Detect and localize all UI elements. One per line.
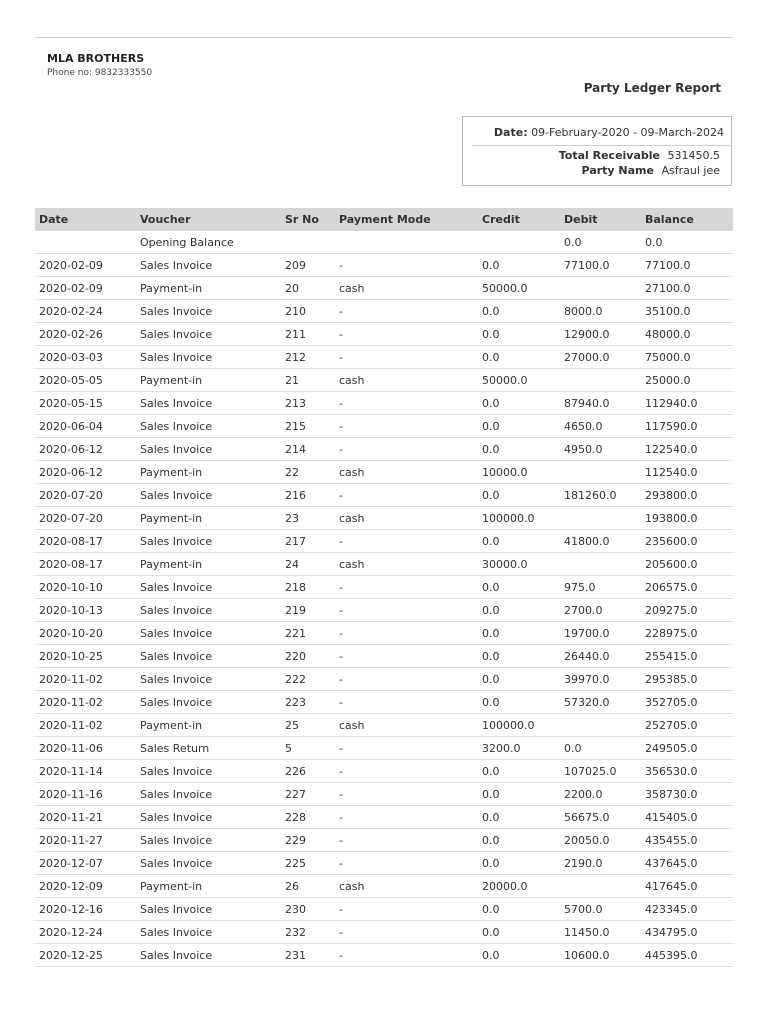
cell-date: 2020-12-07 bbox=[35, 852, 136, 875]
table-row bbox=[35, 553, 733, 576]
cell-sr-no: 216 bbox=[281, 484, 335, 507]
cell-credit: 0.0 bbox=[478, 346, 560, 369]
cell-balance: 75000.0 bbox=[641, 346, 733, 369]
cell-balance: 445395.0 bbox=[641, 944, 733, 967]
cell-date bbox=[35, 231, 136, 254]
table-row bbox=[35, 484, 733, 507]
cell-voucher: Sales Invoice bbox=[136, 622, 281, 645]
cell-credit: 0.0 bbox=[478, 760, 560, 783]
cell-debit bbox=[560, 461, 641, 484]
cell-payment-mode: - bbox=[335, 783, 478, 806]
cell-credit: 0.0 bbox=[478, 576, 560, 599]
cell-credit: 0.0 bbox=[478, 829, 560, 852]
cell-balance: 352705.0 bbox=[641, 691, 733, 714]
cell-credit: 0.0 bbox=[478, 415, 560, 438]
cell-date: 2020-02-09 bbox=[35, 277, 136, 300]
cell-credit: 100000.0 bbox=[478, 507, 560, 530]
cell-payment-mode: - bbox=[335, 599, 478, 622]
cell-balance: 48000.0 bbox=[641, 323, 733, 346]
total-receivable-line bbox=[559, 149, 720, 162]
cell-debit: 975.0 bbox=[560, 576, 641, 599]
cell-voucher: Payment-in bbox=[136, 714, 281, 737]
cell-credit: 0.0 bbox=[478, 438, 560, 461]
cell-sr-no: 209 bbox=[281, 254, 335, 277]
cell-debit: 181260.0 bbox=[560, 484, 641, 507]
cell-debit: 20050.0 bbox=[560, 829, 641, 852]
cell-debit bbox=[560, 875, 641, 898]
cell-credit: 0.0 bbox=[478, 944, 560, 967]
cell-sr-no: 227 bbox=[281, 783, 335, 806]
cell-sr-no: 25 bbox=[281, 714, 335, 737]
cell-payment-mode bbox=[335, 231, 478, 254]
cell-voucher: Sales Invoice bbox=[136, 530, 281, 553]
table-row bbox=[35, 369, 733, 392]
company-phone: Phone no: 9832333550 bbox=[47, 68, 153, 78]
cell-date: 2020-11-21 bbox=[35, 806, 136, 829]
cell-payment-mode: - bbox=[335, 576, 478, 599]
cell-payment-mode: cash bbox=[335, 507, 478, 530]
cell-date: 2020-11-02 bbox=[35, 691, 136, 714]
cell-payment-mode: - bbox=[335, 415, 478, 438]
cell-sr-no: 213 bbox=[281, 392, 335, 415]
cell-date: 2020-08-17 bbox=[35, 530, 136, 553]
party-name-line bbox=[582, 164, 720, 177]
header-col-voucher: Voucher bbox=[136, 208, 281, 231]
report-info-box bbox=[462, 116, 732, 186]
table-row bbox=[35, 323, 733, 346]
cell-debit: 0.0 bbox=[560, 231, 641, 254]
cell-sr-no: 212 bbox=[281, 346, 335, 369]
cell-sr-no: 211 bbox=[281, 323, 335, 346]
cell-debit bbox=[560, 277, 641, 300]
cell-voucher: Payment-in bbox=[136, 277, 281, 300]
cell-date: 2020-10-25 bbox=[35, 645, 136, 668]
header-col-date: Date bbox=[35, 208, 136, 231]
cell-date: 2020-11-16 bbox=[35, 783, 136, 806]
cell-date: 2020-03-03 bbox=[35, 346, 136, 369]
header-col-balance: Balance bbox=[641, 208, 733, 231]
table-row bbox=[35, 806, 733, 829]
table-row bbox=[35, 691, 733, 714]
cell-debit: 87940.0 bbox=[560, 392, 641, 415]
cell-voucher: Sales Invoice bbox=[136, 599, 281, 622]
cell-sr-no: 222 bbox=[281, 668, 335, 691]
cell-debit: 8000.0 bbox=[560, 300, 641, 323]
table-row bbox=[35, 944, 733, 967]
cell-credit: 0.0 bbox=[478, 806, 560, 829]
table-row bbox=[35, 645, 733, 668]
cell-balance: 27100.0 bbox=[641, 277, 733, 300]
cell-date: 2020-11-14 bbox=[35, 760, 136, 783]
cell-debit: 56675.0 bbox=[560, 806, 641, 829]
cell-sr-no: 228 bbox=[281, 806, 335, 829]
cell-debit: 2700.0 bbox=[560, 599, 641, 622]
cell-debit: 2190.0 bbox=[560, 852, 641, 875]
cell-sr-no: 210 bbox=[281, 300, 335, 323]
cell-voucher: Payment-in bbox=[136, 875, 281, 898]
table-row bbox=[35, 783, 733, 806]
cell-balance: 35100.0 bbox=[641, 300, 733, 323]
table-row bbox=[35, 530, 733, 553]
cell-balance: 205600.0 bbox=[641, 553, 733, 576]
table-row bbox=[35, 622, 733, 645]
report-title: Party Ledger Report bbox=[583, 81, 721, 95]
cell-payment-mode: - bbox=[335, 944, 478, 967]
cell-date: 2020-10-10 bbox=[35, 576, 136, 599]
cell-credit: 0.0 bbox=[478, 898, 560, 921]
cell-balance: 25000.0 bbox=[641, 369, 733, 392]
cell-sr-no: 24 bbox=[281, 553, 335, 576]
cell-voucher: Sales Invoice bbox=[136, 760, 281, 783]
cell-voucher: Sales Invoice bbox=[136, 300, 281, 323]
cell-credit: 50000.0 bbox=[478, 369, 560, 392]
table-row bbox=[35, 875, 733, 898]
cell-balance: 0.0 bbox=[641, 231, 733, 254]
cell-payment-mode: - bbox=[335, 254, 478, 277]
cell-balance: 249505.0 bbox=[641, 737, 733, 760]
party-name-value: Asfraul jee bbox=[661, 164, 720, 177]
cell-payment-mode: - bbox=[335, 829, 478, 852]
cell-date: 2020-12-16 bbox=[35, 898, 136, 921]
cell-payment-mode: - bbox=[335, 806, 478, 829]
cell-credit: 0.0 bbox=[478, 645, 560, 668]
cell-payment-mode: cash bbox=[335, 553, 478, 576]
cell-balance: 77100.0 bbox=[641, 254, 733, 277]
cell-payment-mode: - bbox=[335, 323, 478, 346]
cell-credit: 0.0 bbox=[478, 484, 560, 507]
total-receivable-value: 531450.5 bbox=[667, 149, 720, 162]
cell-debit bbox=[560, 507, 641, 530]
cell-date: 2020-07-20 bbox=[35, 484, 136, 507]
cell-payment-mode: - bbox=[335, 668, 478, 691]
cell-credit: 0.0 bbox=[478, 300, 560, 323]
cell-credit: 3200.0 bbox=[478, 737, 560, 760]
table-row bbox=[35, 852, 733, 875]
cell-balance: 252705.0 bbox=[641, 714, 733, 737]
cell-balance: 293800.0 bbox=[641, 484, 733, 507]
cell-voucher: Sales Invoice bbox=[136, 691, 281, 714]
table-row bbox=[35, 898, 733, 921]
cell-payment-mode: cash bbox=[335, 369, 478, 392]
table-row bbox=[35, 461, 733, 484]
cell-voucher: Sales Invoice bbox=[136, 392, 281, 415]
cell-debit: 0.0 bbox=[560, 737, 641, 760]
cell-debit: 19700.0 bbox=[560, 622, 641, 645]
cell-credit: 0.0 bbox=[478, 323, 560, 346]
cell-debit bbox=[560, 714, 641, 737]
cell-sr-no: 226 bbox=[281, 760, 335, 783]
cell-credit: 0.0 bbox=[478, 599, 560, 622]
cell-date: 2020-02-09 bbox=[35, 254, 136, 277]
cell-date: 2020-12-25 bbox=[35, 944, 136, 967]
cell-date: 2020-12-09 bbox=[35, 875, 136, 898]
cell-balance: 295385.0 bbox=[641, 668, 733, 691]
cell-date: 2020-02-24 bbox=[35, 300, 136, 323]
cell-date: 2020-05-15 bbox=[35, 392, 136, 415]
cell-date: 2020-02-26 bbox=[35, 323, 136, 346]
cell-date: 2020-06-12 bbox=[35, 438, 136, 461]
cell-credit: 0.0 bbox=[478, 392, 560, 415]
cell-debit: 4950.0 bbox=[560, 438, 641, 461]
cell-credit: 0.0 bbox=[478, 921, 560, 944]
date-range-value: 09-February-2020 - 09-March-2024 bbox=[531, 126, 724, 139]
cell-balance: 435455.0 bbox=[641, 829, 733, 852]
cell-debit: 57320.0 bbox=[560, 691, 641, 714]
cell-balance: 255415.0 bbox=[641, 645, 733, 668]
cell-debit: 10600.0 bbox=[560, 944, 641, 967]
cell-sr-no: 218 bbox=[281, 576, 335, 599]
cell-sr-no: 231 bbox=[281, 944, 335, 967]
cell-debit: 27000.0 bbox=[560, 346, 641, 369]
cell-credit: 0.0 bbox=[478, 668, 560, 691]
table-row bbox=[35, 392, 733, 415]
cell-sr-no: 23 bbox=[281, 507, 335, 530]
cell-voucher: Sales Invoice bbox=[136, 484, 281, 507]
cell-date: 2020-07-20 bbox=[35, 507, 136, 530]
table-row bbox=[35, 346, 733, 369]
cell-debit: 2200.0 bbox=[560, 783, 641, 806]
cell-date: 2020-11-02 bbox=[35, 668, 136, 691]
cell-payment-mode: - bbox=[335, 737, 478, 760]
header-col-sr-no: Sr No bbox=[281, 208, 335, 231]
table-row bbox=[35, 599, 733, 622]
cell-balance: 415405.0 bbox=[641, 806, 733, 829]
ledger-table bbox=[35, 208, 733, 967]
cell-voucher: Payment-in bbox=[136, 461, 281, 484]
cell-balance: 117590.0 bbox=[641, 415, 733, 438]
cell-date: 2020-08-17 bbox=[35, 553, 136, 576]
cell-voucher: Sales Invoice bbox=[136, 346, 281, 369]
cell-voucher: Sales Invoice bbox=[136, 806, 281, 829]
cell-voucher: Sales Invoice bbox=[136, 921, 281, 944]
cell-balance: 193800.0 bbox=[641, 507, 733, 530]
cell-sr-no: 21 bbox=[281, 369, 335, 392]
table-header-row bbox=[35, 208, 733, 231]
cell-credit: 0.0 bbox=[478, 691, 560, 714]
cell-payment-mode: - bbox=[335, 622, 478, 645]
header-col-credit: Credit bbox=[478, 208, 560, 231]
cell-voucher: Sales Invoice bbox=[136, 415, 281, 438]
cell-payment-mode: cash bbox=[335, 461, 478, 484]
cell-voucher: Sales Return bbox=[136, 737, 281, 760]
cell-credit: 100000.0 bbox=[478, 714, 560, 737]
table-row bbox=[35, 576, 733, 599]
cell-date: 2020-05-05 bbox=[35, 369, 136, 392]
cell-payment-mode: - bbox=[335, 346, 478, 369]
cell-voucher: Sales Invoice bbox=[136, 944, 281, 967]
cell-balance: 358730.0 bbox=[641, 783, 733, 806]
cell-voucher: Sales Invoice bbox=[136, 852, 281, 875]
cell-payment-mode: - bbox=[335, 921, 478, 944]
table-row bbox=[35, 921, 733, 944]
cell-date: 2020-11-06 bbox=[35, 737, 136, 760]
cell-credit: 30000.0 bbox=[478, 553, 560, 576]
table-row bbox=[35, 760, 733, 783]
cell-sr-no: 26 bbox=[281, 875, 335, 898]
cell-balance: 112540.0 bbox=[641, 461, 733, 484]
table-row bbox=[35, 300, 733, 323]
cell-credit: 0.0 bbox=[478, 530, 560, 553]
table-row bbox=[35, 829, 733, 852]
cell-balance: 112940.0 bbox=[641, 392, 733, 415]
cell-balance: 228975.0 bbox=[641, 622, 733, 645]
cell-date: 2020-11-02 bbox=[35, 714, 136, 737]
cell-payment-mode: cash bbox=[335, 277, 478, 300]
info-divider bbox=[472, 145, 731, 146]
cell-balance: 437645.0 bbox=[641, 852, 733, 875]
cell-sr-no: 232 bbox=[281, 921, 335, 944]
cell-balance: 417645.0 bbox=[641, 875, 733, 898]
cell-voucher: Sales Invoice bbox=[136, 576, 281, 599]
cell-date: 2020-12-24 bbox=[35, 921, 136, 944]
cell-credit: 0.0 bbox=[478, 783, 560, 806]
table-row bbox=[35, 277, 733, 300]
table-row bbox=[35, 231, 733, 254]
cell-debit: 5700.0 bbox=[560, 898, 641, 921]
table-row bbox=[35, 668, 733, 691]
table-row bbox=[35, 737, 733, 760]
cell-sr-no: 217 bbox=[281, 530, 335, 553]
cell-debit: 26440.0 bbox=[560, 645, 641, 668]
cell-voucher: Sales Invoice bbox=[136, 783, 281, 806]
cell-sr-no: 220 bbox=[281, 645, 335, 668]
cell-debit: 107025.0 bbox=[560, 760, 641, 783]
cell-voucher: Sales Invoice bbox=[136, 645, 281, 668]
cell-balance: 235600.0 bbox=[641, 530, 733, 553]
cell-payment-mode: - bbox=[335, 691, 478, 714]
cell-payment-mode: - bbox=[335, 484, 478, 507]
cell-voucher: Sales Invoice bbox=[136, 323, 281, 346]
cell-payment-mode: - bbox=[335, 300, 478, 323]
date-label: Date: bbox=[493, 126, 528, 139]
table-row bbox=[35, 438, 733, 461]
cell-voucher: Sales Invoice bbox=[136, 438, 281, 461]
cell-sr-no: 225 bbox=[281, 852, 335, 875]
cell-credit: 0.0 bbox=[478, 254, 560, 277]
cell-balance: 206575.0 bbox=[641, 576, 733, 599]
cell-voucher: Sales Invoice bbox=[136, 898, 281, 921]
cell-voucher: Payment-in bbox=[136, 507, 281, 530]
cell-credit: 0.0 bbox=[478, 852, 560, 875]
cell-sr-no: 215 bbox=[281, 415, 335, 438]
cell-payment-mode: - bbox=[335, 392, 478, 415]
cell-voucher: Sales Invoice bbox=[136, 829, 281, 852]
cell-payment-mode: - bbox=[335, 898, 478, 921]
cell-payment-mode: - bbox=[335, 760, 478, 783]
cell-voucher: Payment-in bbox=[136, 553, 281, 576]
cell-credit: 20000.0 bbox=[478, 875, 560, 898]
cell-payment-mode: - bbox=[335, 852, 478, 875]
cell-sr-no: 223 bbox=[281, 691, 335, 714]
cell-voucher: Payment-in bbox=[136, 369, 281, 392]
table-row bbox=[35, 254, 733, 277]
cell-credit bbox=[478, 231, 560, 254]
cell-balance: 356530.0 bbox=[641, 760, 733, 783]
date-range-line bbox=[494, 126, 724, 139]
cell-date: 2020-10-20 bbox=[35, 622, 136, 645]
table-row bbox=[35, 714, 733, 737]
top-divider bbox=[35, 37, 733, 38]
table-row bbox=[35, 415, 733, 438]
cell-debit: 39970.0 bbox=[560, 668, 641, 691]
cell-payment-mode: - bbox=[335, 530, 478, 553]
cell-sr-no: 22 bbox=[281, 461, 335, 484]
cell-sr-no: 219 bbox=[281, 599, 335, 622]
cell-credit: 10000.0 bbox=[478, 461, 560, 484]
cell-debit: 12900.0 bbox=[560, 323, 641, 346]
cell-debit: 41800.0 bbox=[560, 530, 641, 553]
total-receivable-label: Total Receivable bbox=[558, 149, 660, 162]
cell-date: 2020-06-04 bbox=[35, 415, 136, 438]
cell-sr-no: 20 bbox=[281, 277, 335, 300]
cell-debit: 77100.0 bbox=[560, 254, 641, 277]
cell-debit bbox=[560, 553, 641, 576]
table-body bbox=[35, 231, 733, 967]
cell-voucher: Sales Invoice bbox=[136, 668, 281, 691]
company-name: MLA BROTHERS bbox=[47, 52, 145, 65]
cell-debit: 4650.0 bbox=[560, 415, 641, 438]
cell-payment-mode: - bbox=[335, 438, 478, 461]
cell-payment-mode: cash bbox=[335, 875, 478, 898]
cell-payment-mode: - bbox=[335, 645, 478, 668]
cell-sr-no: 5 bbox=[281, 737, 335, 760]
cell-sr-no bbox=[281, 231, 335, 254]
cell-balance: 423345.0 bbox=[641, 898, 733, 921]
party-name-label: Party Name bbox=[581, 164, 654, 177]
header-col-payment-mode: Payment Mode bbox=[335, 208, 478, 231]
cell-payment-mode: cash bbox=[335, 714, 478, 737]
cell-credit: 50000.0 bbox=[478, 277, 560, 300]
cell-sr-no: 229 bbox=[281, 829, 335, 852]
cell-credit: 0.0 bbox=[478, 622, 560, 645]
cell-balance: 209275.0 bbox=[641, 599, 733, 622]
cell-voucher: Opening Balance bbox=[136, 231, 281, 254]
cell-sr-no: 221 bbox=[281, 622, 335, 645]
cell-sr-no: 214 bbox=[281, 438, 335, 461]
cell-date: 2020-11-27 bbox=[35, 829, 136, 852]
header-col-debit: Debit bbox=[560, 208, 641, 231]
cell-debit bbox=[560, 369, 641, 392]
cell-balance: 434795.0 bbox=[641, 921, 733, 944]
table-row bbox=[35, 507, 733, 530]
cell-sr-no: 230 bbox=[281, 898, 335, 921]
cell-debit: 11450.0 bbox=[560, 921, 641, 944]
cell-voucher: Sales Invoice bbox=[136, 254, 281, 277]
cell-date: 2020-10-13 bbox=[35, 599, 136, 622]
cell-date: 2020-06-12 bbox=[35, 461, 136, 484]
cell-balance: 122540.0 bbox=[641, 438, 733, 461]
